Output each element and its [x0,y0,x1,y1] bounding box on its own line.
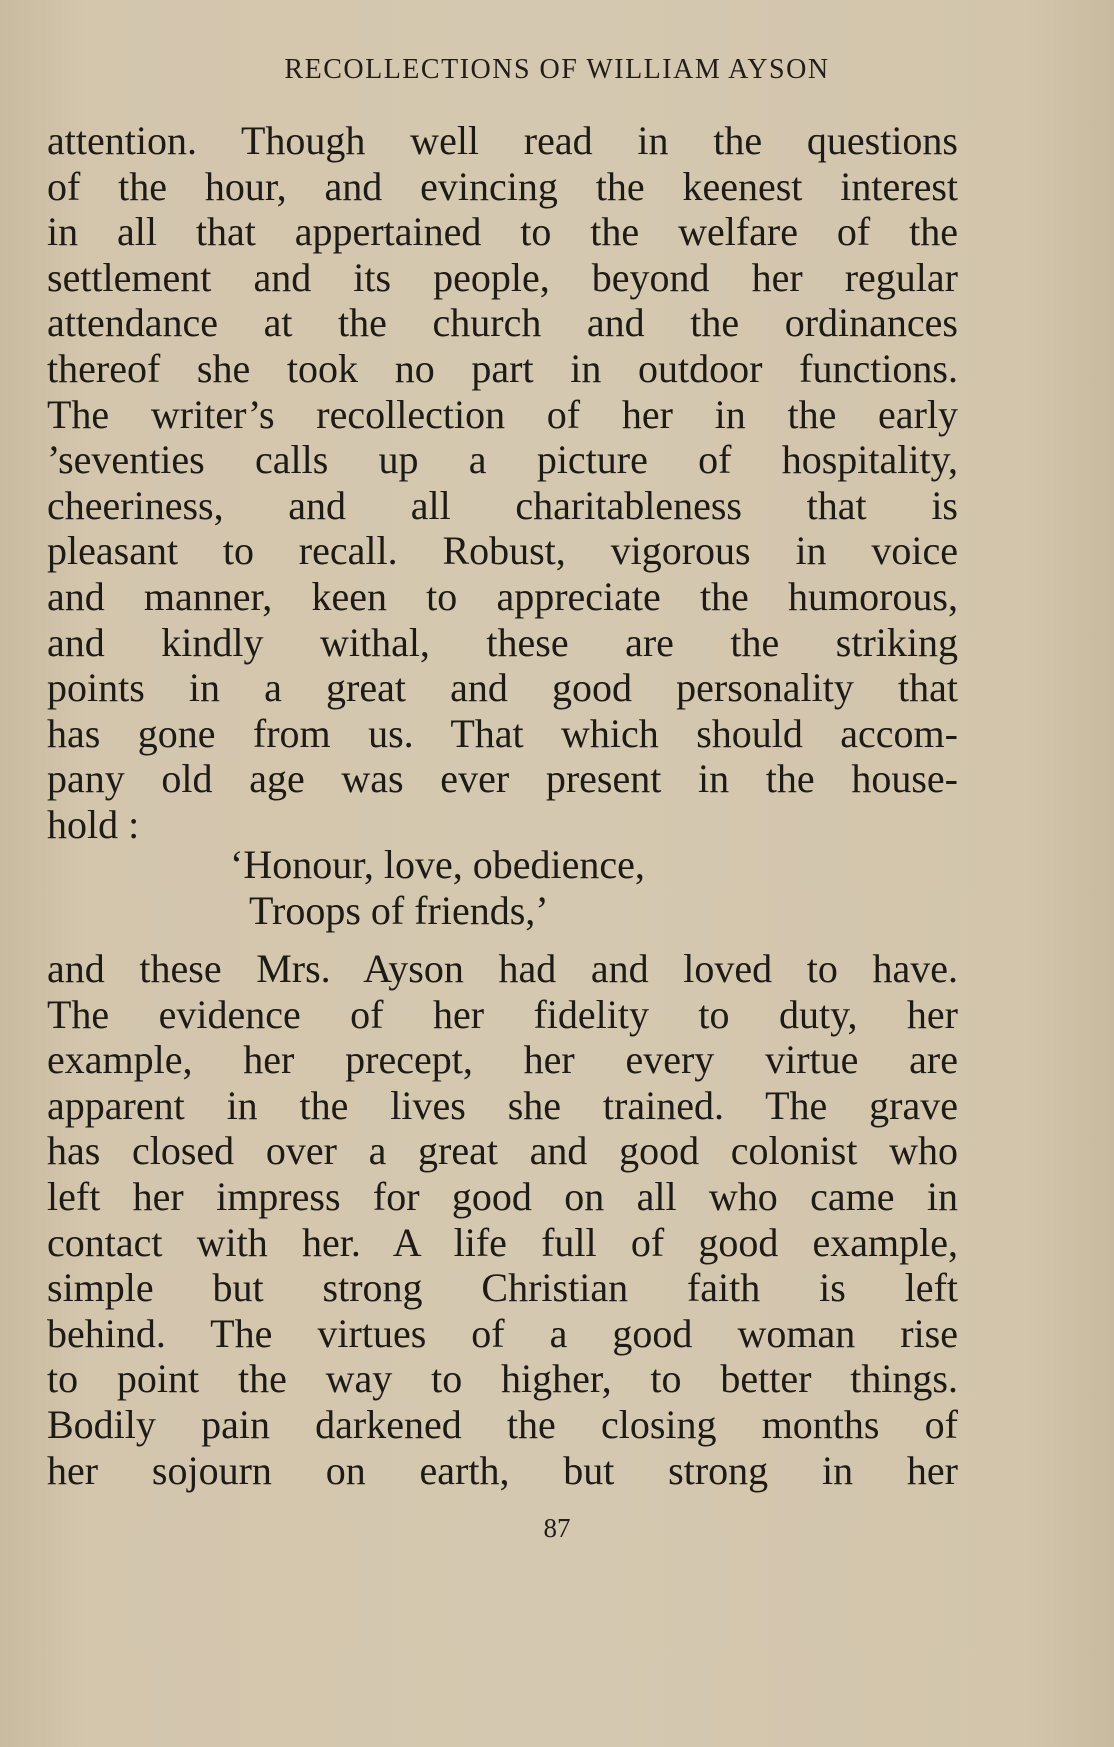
verse-quote [230,842,645,934]
paragraph-2 [47,946,958,1493]
text-line: contact with her. A life full of good example, [47,1219,958,1265]
text-line: The evidence of her fidelity to duty, her [47,991,958,1037]
text-line: has gone from us. That which should accom- [47,710,958,756]
text-line: behind. The virtues of a good woman rise [47,1310,958,1356]
text-line: apparent in the lives she trained. The grave [47,1082,958,1128]
text-line: points in a great and good personality that [47,665,958,711]
text-line: attention. Though well read in the questions [47,118,958,163]
text-line: simple but strong Christian faith is left [47,1265,958,1311]
running-head: RECOLLECTIONS OF WILLIAM AYSON [284,54,830,85]
text-line: her sojourn on earth, but strong in her [47,1447,958,1493]
text-line: thereof she took no part in outdoor functions. [47,345,958,391]
verse-line: ‘Honour, love, obedience, [230,842,645,887]
text-line: and these Mrs. Ayson had and loved to have. [47,946,958,991]
paragraph-1 [47,118,958,848]
text-line: cheeriness, and all charitableness that is [47,482,958,528]
text-line: example, her precept, her every virtue are [47,1037,958,1083]
text-line: and manner, keen to appreciate the humorous, [47,573,958,619]
text-line: pany old age was ever present in the house- [47,756,958,802]
text-line: left her impress for good on all who came in [47,1173,958,1219]
text-line: ’seventies calls up a picture of hospitality, [47,437,958,483]
text-line: has closed over a great and good colonist who [47,1128,958,1174]
page-number: 87 [543,1513,571,1543]
text-line: Bodily pain darkened the closing months of [47,1401,958,1447]
text-line: in all that appertained to the welfare of the [47,209,958,255]
verse-line: Troops of friends,’ [249,888,549,933]
text-line: to point the way to higher, to better things. [47,1356,958,1402]
text-line: pleasant to recall. Robust, vigorous in voice [47,528,958,574]
text-line: The writer’s recollection of her in the early [47,391,958,437]
text-line: settlement and its people, beyond her regular [47,254,958,300]
text-line: and kindly withal, these are the striking [47,619,958,665]
text-line: of the hour, and evincing the keenest interest [47,163,958,209]
text-line: hold : [47,801,140,847]
text-line: attendance at the church and the ordinances [47,300,958,346]
